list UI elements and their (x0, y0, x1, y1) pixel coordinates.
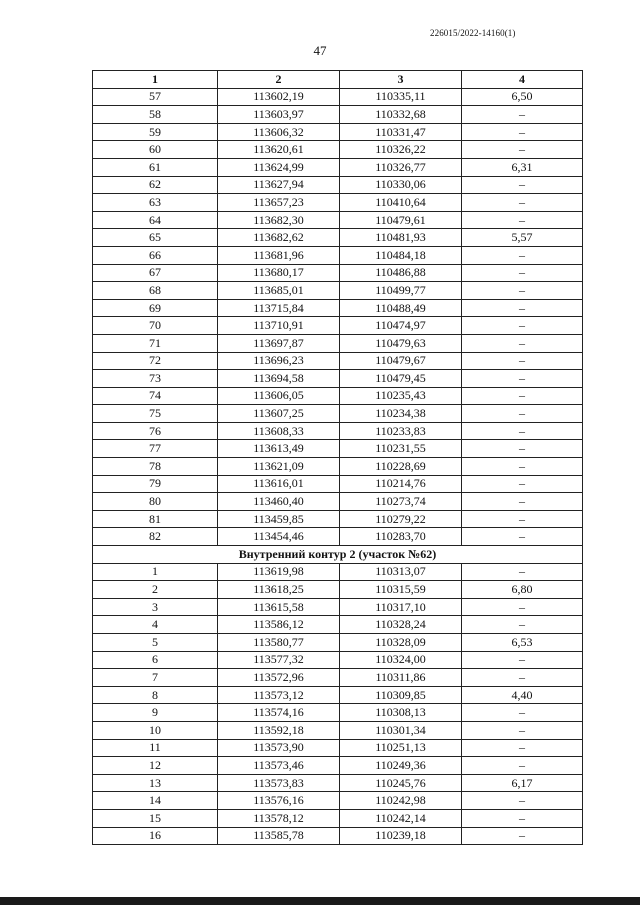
table-cell: 110326,22 (340, 141, 462, 159)
table-cell: 110242,14 (340, 809, 462, 827)
table-cell: 110330,06 (340, 176, 462, 194)
table-cell: – (462, 616, 583, 634)
table-cell: – (462, 739, 583, 757)
table-cell: 110228,69 (340, 458, 462, 476)
table-cell: – (462, 317, 583, 335)
table-cell: 110239,18 (340, 827, 462, 845)
table-row (93, 422, 583, 440)
table-row (93, 827, 583, 845)
table-cell: 113572,96 (218, 669, 340, 687)
table-cell: 110335,11 (340, 88, 462, 106)
scan-edge-bar (0, 897, 640, 905)
table-cell: 110309,85 (340, 686, 462, 704)
table-cell: 110251,13 (340, 739, 462, 757)
table-cell: – (462, 493, 583, 511)
table-row (93, 158, 583, 176)
table-body-main (93, 88, 583, 545)
table-cell: 80 (93, 493, 218, 511)
table-cell: 113573,46 (218, 757, 340, 775)
table-cell: – (462, 106, 583, 124)
table-cell: 113680,17 (218, 264, 340, 282)
table-cell: 110311,86 (340, 669, 462, 687)
table-row (93, 246, 583, 264)
table-row (93, 634, 583, 652)
table-cell: 70 (93, 317, 218, 335)
table-cell: 8 (93, 686, 218, 704)
table-cell: 110326,77 (340, 158, 462, 176)
table-cell: 69 (93, 299, 218, 317)
table-cell: – (462, 598, 583, 616)
table-cell: 113592,18 (218, 721, 340, 739)
table-row (93, 757, 583, 775)
table-row (93, 581, 583, 599)
table-cell: 113580,77 (218, 634, 340, 652)
table-cell: 76 (93, 422, 218, 440)
table-cell: 110301,34 (340, 721, 462, 739)
table-row (93, 475, 583, 493)
table-cell: – (462, 809, 583, 827)
table-cell: 14 (93, 792, 218, 810)
table-cell: – (462, 194, 583, 212)
table-cell: 4 (93, 616, 218, 634)
table-cell: 113696,23 (218, 352, 340, 370)
section-header (93, 546, 583, 564)
table-row (93, 704, 583, 722)
table-cell: 63 (93, 194, 218, 212)
table-cell: 113613,49 (218, 440, 340, 458)
table-row (93, 405, 583, 423)
table-body-inner-contour (93, 563, 583, 845)
table-cell: 110481,93 (340, 229, 462, 247)
table-row (93, 792, 583, 810)
table-cell: 82 (93, 528, 218, 546)
table-cell: – (462, 141, 583, 159)
table-cell: 3 (93, 598, 218, 616)
table-cell: 113715,84 (218, 299, 340, 317)
table-cell: – (462, 211, 583, 229)
table-cell: 71 (93, 334, 218, 352)
table-cell: – (462, 669, 583, 687)
table-cell: 113615,58 (218, 598, 340, 616)
table-cell: – (462, 651, 583, 669)
table-cell: 113585,78 (218, 827, 340, 845)
table-cell: – (462, 757, 583, 775)
table-cell: 6,31 (462, 158, 583, 176)
table-cell: 110331,47 (340, 123, 462, 141)
table-cell: 110479,67 (340, 352, 462, 370)
table-cell: 113603,97 (218, 106, 340, 124)
table-cell: 78 (93, 458, 218, 476)
table-cell: 113574,16 (218, 704, 340, 722)
table-cell: 68 (93, 282, 218, 300)
table-cell: 113627,94 (218, 176, 340, 194)
table-cell: 7 (93, 669, 218, 687)
table-row (93, 229, 583, 247)
table-cell: – (462, 264, 583, 282)
table-cell: 113682,62 (218, 229, 340, 247)
table-cell: 12 (93, 757, 218, 775)
table-cell: – (462, 510, 583, 528)
table-row (93, 616, 583, 634)
table-cell: 113606,32 (218, 123, 340, 141)
table-cell: 113573,83 (218, 774, 340, 792)
table-row (93, 493, 583, 511)
table-cell: – (462, 792, 583, 810)
table-row (93, 282, 583, 300)
table-cell: 74 (93, 387, 218, 405)
table-cell: 6,50 (462, 88, 583, 106)
table-cell: – (462, 475, 583, 493)
table-cell: 110279,22 (340, 510, 462, 528)
table-row (93, 299, 583, 317)
table-row (93, 563, 583, 581)
table-cell: 110474,97 (340, 317, 462, 335)
header-cell-3: 3 (340, 71, 462, 89)
table-cell: 110324,00 (340, 651, 462, 669)
table-cell: 2 (93, 581, 218, 599)
table-cell: 113621,09 (218, 458, 340, 476)
table-cell: 110410,64 (340, 194, 462, 212)
table-row (93, 352, 583, 370)
section-title: Внутренний контур 2 (участок №62) (93, 546, 583, 564)
table-cell: – (462, 387, 583, 405)
table-cell: 57 (93, 88, 218, 106)
table-cell: 113685,01 (218, 282, 340, 300)
table-cell: 64 (93, 211, 218, 229)
table-cell: 110479,63 (340, 334, 462, 352)
table-row (93, 211, 583, 229)
table-row (93, 387, 583, 405)
table-cell: – (462, 440, 583, 458)
table-cell: 60 (93, 141, 218, 159)
table-cell: 73 (93, 370, 218, 388)
table-cell: 113576,16 (218, 792, 340, 810)
table-cell: 110283,70 (340, 528, 462, 546)
table-cell: 113697,87 (218, 334, 340, 352)
table-cell: 6,80 (462, 581, 583, 599)
table-row (93, 176, 583, 194)
table-cell: 110317,10 (340, 598, 462, 616)
table-row (93, 370, 583, 388)
table-row (93, 264, 583, 282)
header-row (93, 71, 583, 89)
header-cell-1: 1 (93, 71, 218, 89)
table-cell: – (462, 721, 583, 739)
table-cell: – (462, 458, 583, 476)
table-cell: 61 (93, 158, 218, 176)
table-cell: 110484,18 (340, 246, 462, 264)
table-cell: 110242,98 (340, 792, 462, 810)
table-cell: 110233,83 (340, 422, 462, 440)
table-cell: 113573,90 (218, 739, 340, 757)
page-number: 47 (313, 43, 327, 58)
table-cell: 113459,85 (218, 510, 340, 528)
table-cell: 6,17 (462, 774, 583, 792)
table-row (93, 598, 583, 616)
table-row (93, 141, 583, 159)
table-cell: 113657,23 (218, 194, 340, 212)
table-cell: 110479,61 (340, 211, 462, 229)
table-row (93, 458, 583, 476)
table-cell: 79 (93, 475, 218, 493)
table-row (93, 440, 583, 458)
table-cell: 113577,32 (218, 651, 340, 669)
table-cell: 113694,58 (218, 370, 340, 388)
table-cell: 110214,76 (340, 475, 462, 493)
table-cell: 5 (93, 634, 218, 652)
table-row (93, 739, 583, 757)
table-row (93, 809, 583, 827)
table-cell: 6,53 (462, 634, 583, 652)
table-cell: 110235,43 (340, 387, 462, 405)
table-cell: – (462, 246, 583, 264)
table-cell: 81 (93, 510, 218, 528)
table-row (93, 106, 583, 124)
table-cell: 110499,77 (340, 282, 462, 300)
table-cell: – (462, 282, 583, 300)
table-cell: 113681,96 (218, 246, 340, 264)
table-header (93, 71, 583, 89)
table-cell: 110328,09 (340, 634, 462, 652)
table-cell: 59 (93, 123, 218, 141)
table-row (93, 88, 583, 106)
table-cell: 75 (93, 405, 218, 423)
table-cell: – (462, 334, 583, 352)
table-cell: 15 (93, 809, 218, 827)
table-row (93, 317, 583, 335)
table-cell: 113608,33 (218, 422, 340, 440)
table-cell: 13 (93, 774, 218, 792)
table-cell: 110486,88 (340, 264, 462, 282)
table-cell: 113624,99 (218, 158, 340, 176)
table-row (93, 721, 583, 739)
table-cell: – (462, 704, 583, 722)
table-cell: 110273,74 (340, 493, 462, 511)
table-cell: 113607,25 (218, 405, 340, 423)
table-cell: 72 (93, 352, 218, 370)
table-cell: – (462, 123, 583, 141)
table-cell: – (462, 370, 583, 388)
table-cell: 110234,38 (340, 405, 462, 423)
table-row (93, 123, 583, 141)
table-row (93, 669, 583, 687)
table-cell: 113586,12 (218, 616, 340, 634)
table-cell: – (462, 827, 583, 845)
table-cell: 113710,91 (218, 317, 340, 335)
table-cell: 65 (93, 229, 218, 247)
table-row (93, 651, 583, 669)
table-cell: 1 (93, 563, 218, 581)
table-cell: 113578,12 (218, 809, 340, 827)
table-cell: 11 (93, 739, 218, 757)
table-cell: – (462, 528, 583, 546)
table-cell: 6 (93, 651, 218, 669)
table-cell: 77 (93, 440, 218, 458)
table-cell: 113460,40 (218, 493, 340, 511)
table-cell: – (462, 352, 583, 370)
table-cell: 5,57 (462, 229, 583, 247)
table-row (93, 528, 583, 546)
table-cell: 113606,05 (218, 387, 340, 405)
section-row (93, 546, 583, 564)
table-cell: 113454,46 (218, 528, 340, 546)
table-cell: 110328,24 (340, 616, 462, 634)
table-cell: – (462, 422, 583, 440)
table-cell: 113602,19 (218, 88, 340, 106)
table-cell: 110249,36 (340, 757, 462, 775)
table-row (93, 774, 583, 792)
header-cell-4: 4 (462, 71, 583, 89)
table-cell: 110308,13 (340, 704, 462, 722)
table-cell: 66 (93, 246, 218, 264)
table-cell: 67 (93, 264, 218, 282)
coordinates-table (92, 70, 583, 845)
table-cell: 10 (93, 721, 218, 739)
table-cell: 113616,01 (218, 475, 340, 493)
table-cell: 113573,12 (218, 686, 340, 704)
table-cell: 110479,45 (340, 370, 462, 388)
table-row (93, 510, 583, 528)
table-cell: 4,40 (462, 686, 583, 704)
table-cell: 110313,07 (340, 563, 462, 581)
table-cell: 110488,49 (340, 299, 462, 317)
table-cell: 113619,98 (218, 563, 340, 581)
table-cell: – (462, 405, 583, 423)
header-cell-2: 2 (218, 71, 340, 89)
table-cell: 113618,25 (218, 581, 340, 599)
table-cell: 58 (93, 106, 218, 124)
table-cell: 110231,55 (340, 440, 462, 458)
table-row (93, 686, 583, 704)
document-id: 226015/2022-14160(1) (430, 28, 516, 38)
table-cell: 16 (93, 827, 218, 845)
table-row (93, 194, 583, 212)
table-cell: 9 (93, 704, 218, 722)
table-cell: – (462, 299, 583, 317)
table-cell: 110245,76 (340, 774, 462, 792)
table-row (93, 334, 583, 352)
table-cell: 110332,68 (340, 106, 462, 124)
table-cell: 62 (93, 176, 218, 194)
table-cell: 113682,30 (218, 211, 340, 229)
table-cell: 113620,61 (218, 141, 340, 159)
table-cell: 110315,59 (340, 581, 462, 599)
table-cell: – (462, 563, 583, 581)
table-cell: – (462, 176, 583, 194)
